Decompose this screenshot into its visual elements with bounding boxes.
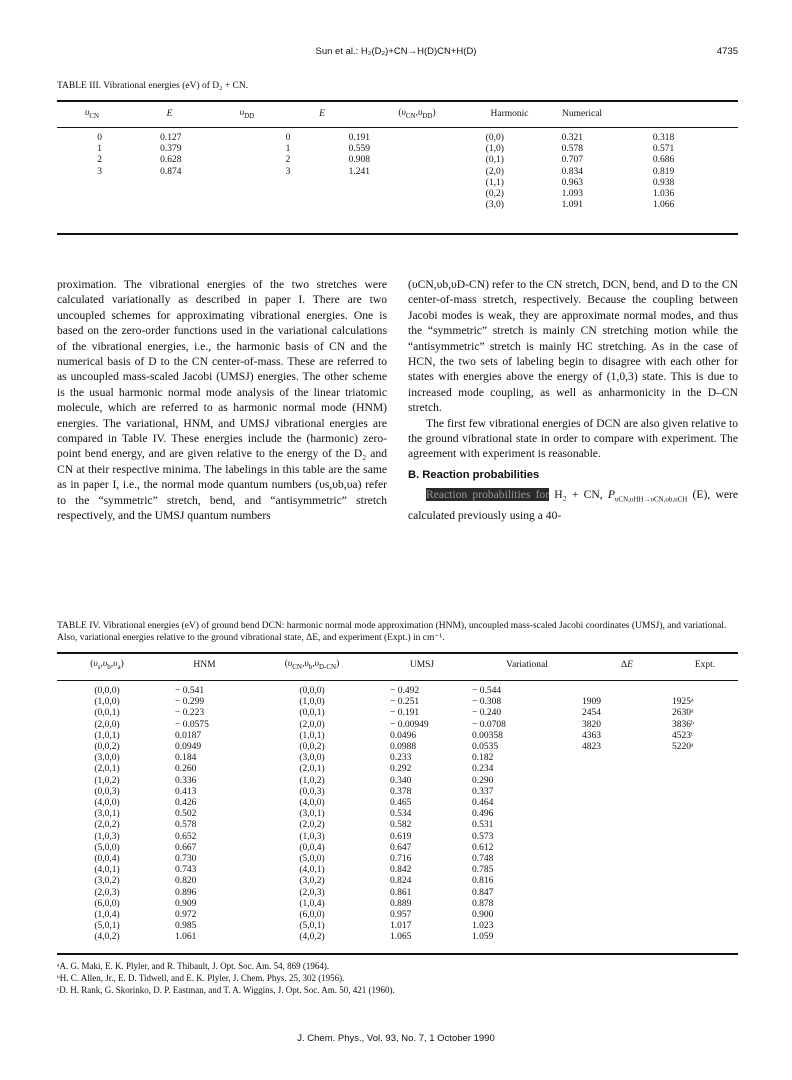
table4-row [57, 686, 738, 697]
table-cell [582, 865, 672, 876]
table-cell: (1,1) [485, 177, 504, 188]
table-cell: (6,0,0) [94, 898, 120, 909]
table-cell: (3,0,1) [94, 809, 120, 820]
table-cell [331, 189, 428, 200]
table-cell: 0.318 [652, 133, 675, 143]
body-text-span: H₂ + CN, [554, 488, 603, 502]
table4-col-header: Expt. [694, 660, 716, 671]
table-cell [582, 854, 672, 865]
table-cell [672, 832, 738, 843]
table-cell [582, 899, 672, 910]
table-cell [582, 888, 672, 899]
table-cell [582, 764, 672, 775]
table-cell: (1,0,1) [94, 730, 120, 741]
table3-row [57, 200, 738, 211]
table-cell: (2,0,0) [299, 719, 325, 730]
table4-row [57, 764, 738, 775]
table-cell: 3 [285, 166, 291, 177]
table-cell: (1,0,2) [299, 775, 325, 786]
body-text-span: (E), were calculated previously using a 40- [408, 488, 738, 522]
table-cell: (3,0) [485, 200, 504, 211]
table4-row [57, 899, 738, 910]
table3-row [57, 155, 738, 166]
table-cell: 1909 [582, 697, 601, 708]
table-cell: − 0.299 [175, 697, 205, 708]
table-cell: 0.578 [561, 144, 584, 155]
table-cell [672, 686, 738, 697]
table4-footnote: ᶜD. H. Rank, G. Skorinko, D. P. Eastman, and T. A. Wiggins, J. Opt. Soc. Am. 50, 421 (1960). [57, 985, 395, 995]
table4-row [57, 753, 738, 764]
table-cell [672, 809, 738, 820]
table-cell [582, 876, 672, 887]
table-cell: (5,0,0) [299, 854, 325, 865]
table-cell: 2 [97, 155, 102, 166]
table-cell: 0.496 [472, 809, 494, 820]
table-cell: 0.502 [175, 809, 197, 820]
table-cell [672, 820, 738, 831]
table-cell: (4,0,0) [94, 798, 120, 809]
table-cell: 1.059 [472, 932, 494, 943]
table-cell: − 0.223 [175, 708, 205, 719]
table-cell: 5220ᵃ [672, 742, 694, 753]
table-cell: 0.465 [390, 798, 412, 809]
highlighted-text: Reaction probabilities for [426, 488, 550, 502]
table-cell: 0.628 [160, 155, 182, 166]
table-cell: 0.0988 [390, 742, 417, 753]
table-cell: 3820 [582, 719, 601, 730]
body-right-column [408, 277, 738, 523]
table-cell: 0.578 [175, 820, 197, 831]
body-text-span: P [607, 488, 615, 502]
table-cell [245, 200, 330, 211]
table-cell: 0.874 [160, 166, 182, 177]
table3-top-rule [57, 100, 738, 102]
table4-row [57, 697, 738, 708]
table-cell: 0.972 [175, 910, 197, 921]
table-cell: 1.241 [348, 166, 370, 177]
table4-col-header: Variational [506, 660, 548, 671]
table-cell: (0,0) [485, 133, 504, 143]
table4-row [57, 820, 738, 831]
table-cell: 0.909 [175, 898, 197, 909]
table4-row [57, 921, 738, 932]
table-cell [672, 921, 738, 932]
table-cell [672, 776, 738, 787]
table-cell [142, 178, 245, 189]
page-number: 4735 [716, 46, 738, 57]
table4-row [57, 809, 738, 820]
table4-col-header: $(\upsilon_{CN},\upsilon_b,\upsilon_{D-CN})$ [284, 659, 340, 671]
table-cell [57, 189, 142, 200]
table4-row [57, 798, 738, 809]
table4-col-header: UMSJ [409, 660, 435, 671]
table-cell: 0.963 [561, 177, 584, 188]
table-cell: 0.559 [348, 144, 370, 155]
table-cell: 0.534 [390, 809, 412, 820]
table-cell: (2,0,3) [299, 887, 325, 898]
table-cell: 0.464 [472, 798, 494, 809]
table4-row [57, 854, 738, 865]
table-cell: 0.730 [175, 854, 197, 865]
table-cell [672, 888, 738, 899]
table4-col-header: $(\upsilon_s,\upsilon_b,\upsilon_a)$ [90, 659, 124, 671]
table3-row [57, 178, 738, 189]
table-cell: 0.889 [390, 898, 412, 909]
body-paragraph: proximation. The vibrational energies of the two stretches were calculated variationally as described in paper I. There are two uncoupled schemes for approximating vibrational energies. One is based on the zero-order functions used in the variational calculations of the vibrational energies, i.e., the harmonic basis of CN and the numerical basis of D to the CN center-of-mass. These are referred to as uncoupled mass-scaled Jacobi (UMSJ) energies. The other scheme is the usual harmonic normal mode analysis of the linear triatomic molecule, which are referred to as harmonic normal mode (HNM) energies. The variational, HNM, and UMSJ vibrational energies are compared in Table IV. These energies include the (harmonic) zero-point bend energy, and are given relative to the energy of the D₂ and CN at their respective minima. The labelings in this table are the same as in paper I, i.e., the normal mode quantum numbers (υs,υb,υa) refer to the “symmetric” stretch, bend, and “antisymmetric” stretch respectively, and the UMSJ quantum numbers [57, 278, 387, 523]
table3-caption: TABLE III. Vibrational energies (eV) of D₂ + CN. [57, 81, 249, 91]
table-cell: (1,0,4) [94, 910, 120, 921]
table-cell: 0.337 [472, 786, 494, 797]
table-cell [582, 809, 672, 820]
table-cell: 0.292 [390, 764, 412, 775]
table-cell: 0.847 [472, 887, 494, 898]
table-cell [672, 865, 738, 876]
body-paragraph: (υCN,υb,υD-CN) refer to the CN stretch, DCN, bend, and D to the CN center-of-mass stretch, respectively. Because the coupling between Jacobi modes is weak, they are approximate normal modes, and thus the “symmetric” stretch is mainly CN stretching motion while the “antisymmetric” stretch is mainly HC stretching. As in the case of HCN, the two sets of labeling begin to disagree with each other for states with energies above the energy of (1,0,3) state. This is due to increased mode coupling, as well as anharmonicity in the D–CN stretch. [408, 278, 738, 415]
table3-row [57, 189, 738, 200]
table4-row [57, 787, 738, 798]
table-cell: − 0.0708 [472, 719, 506, 730]
table-cell: 0.379 [160, 144, 182, 155]
table-cell: 0.785 [472, 865, 494, 876]
table-cell [582, 932, 672, 943]
table4-row [57, 865, 738, 876]
table-cell: 0.896 [175, 887, 197, 898]
table-cell [672, 876, 738, 887]
table-cell [142, 189, 245, 200]
table-cell: 0.234 [472, 764, 494, 775]
table-cell: − 0.240 [472, 708, 502, 719]
table-cell: 0.652 [175, 831, 197, 842]
table-cell: 1.023 [472, 921, 494, 932]
table-cell: 0.127 [160, 133, 182, 143]
table-cell: (3,0,2) [94, 876, 120, 887]
table-cell: − 0.191 [390, 708, 420, 719]
table-cell: 1.036 [652, 189, 675, 200]
table-cell: (4,0,2) [299, 932, 325, 943]
table-cell: 0.0949 [175, 742, 202, 753]
table-cell: (2,0,3) [94, 887, 120, 898]
table-cell: (0,0,4) [94, 854, 120, 865]
table-cell: 0.820 [175, 876, 197, 887]
table-cell [245, 178, 330, 189]
table3-col-header: E [166, 109, 173, 120]
table3-mid-rule [57, 127, 738, 128]
table-cell: 0.290 [472, 775, 494, 786]
table3-row [57, 133, 738, 144]
table4-row [57, 932, 738, 943]
table3-col-header: $\upsilon_{CN}$ [84, 108, 100, 120]
table-cell: (0,0,3) [94, 786, 120, 797]
table-cell: 0.908 [348, 155, 370, 166]
table-cell: 0.0535 [472, 742, 499, 753]
table-cell: 0.686 [652, 155, 675, 166]
table-cell: 0 [97, 133, 102, 143]
table4-body [57, 686, 738, 944]
table-cell: (0,0,0) [94, 686, 120, 696]
table-cell [672, 753, 738, 764]
table4-row [57, 888, 738, 899]
table-cell: 0.340 [390, 775, 412, 786]
table-cell: − 0.0575 [175, 719, 209, 730]
table-cell [57, 178, 142, 189]
table4-row [57, 742, 738, 753]
table-cell: (1,0,2) [94, 775, 120, 786]
body-text-subscript: υCN,υHH→υCN,υb,υCH [614, 495, 688, 504]
table-cell [582, 798, 672, 809]
table4-mid-rule [57, 680, 738, 681]
table-cell: 1.061 [175, 932, 197, 943]
table-cell: 0.842 [390, 865, 412, 876]
table4-top-rule [57, 652, 738, 654]
table-cell: − 0.00949 [390, 719, 429, 730]
table-cell: (1,0,3) [94, 831, 120, 842]
body-left-column [57, 277, 387, 524]
table-cell: (4,0,0) [299, 798, 325, 809]
table3-col-header: Numerical [561, 109, 603, 120]
table-cell: − 0.251 [390, 697, 420, 708]
table-cell: (0,0,1) [299, 708, 325, 719]
table-cell: (3,0,2) [299, 876, 325, 887]
table-cell: (4,0,1) [94, 865, 120, 876]
table-cell: 0.321 [561, 133, 584, 143]
table-cell [672, 854, 738, 865]
table-cell: (5,0,1) [94, 921, 120, 932]
table-cell: 0.938 [652, 177, 675, 188]
table-cell: − 0.308 [472, 697, 502, 708]
table-cell: 0.748 [472, 854, 494, 865]
table-cell [582, 753, 672, 764]
table4-row [57, 910, 738, 921]
table-cell: (3,0,0) [299, 753, 325, 764]
table4-bottom-rule [57, 953, 738, 955]
table-cell: 1.065 [390, 932, 412, 943]
table-cell: (0,1) [485, 155, 504, 166]
table4-footnote: ᵃA. G. Maki, E. K. Plyler, and R. Thibault, J. Opt. Soc. Am. 54, 869 (1964). [57, 961, 330, 971]
table-cell [582, 843, 672, 854]
table-cell: 0.834 [561, 166, 584, 177]
table-cell [672, 787, 738, 798]
table-cell: 2454 [582, 708, 601, 719]
table-cell: (1,0,4) [299, 898, 325, 909]
table-cell: 1925ᵃ [672, 697, 694, 708]
table-cell: (1,0,0) [94, 697, 120, 708]
table3-header [57, 108, 738, 122]
table-cell: 0.336 [175, 775, 197, 786]
table-cell: 1.017 [390, 921, 412, 932]
table-cell: 1.093 [561, 189, 584, 200]
table-cell: 0.861 [390, 887, 412, 898]
table-cell: (0,0,1) [94, 708, 120, 719]
table-cell: (0,0,2) [94, 742, 120, 753]
table-cell: 0.667 [175, 842, 197, 853]
body-paragraph: The first few vibrational energies of DCN are also given relative to the ground vibrational state in order to compare with experiment. The agreement with experiment is reasonable. [408, 416, 738, 461]
table-cell: 2 [285, 155, 291, 166]
table-cell: (0,0,3) [299, 786, 325, 797]
table-cell [672, 910, 738, 921]
table-cell [331, 178, 428, 189]
table-cell [142, 200, 245, 211]
table4-header [57, 659, 738, 673]
table-cell: 0.816 [472, 876, 494, 887]
table-cell: 4363 [582, 730, 601, 741]
table-cell: 0.0496 [390, 730, 417, 741]
table-cell: 3836ᵇ [672, 719, 694, 730]
table-cell: 0.378 [390, 786, 412, 797]
table-cell [582, 686, 672, 697]
table-cell [582, 776, 672, 787]
table-cell: (0,0,0) [299, 686, 325, 696]
table4-row [57, 776, 738, 787]
table-cell [582, 820, 672, 831]
table4-row [57, 832, 738, 843]
table-cell: 0.582 [390, 820, 412, 831]
table-cell: 0.716 [390, 854, 412, 865]
table-cell: 0.191 [348, 133, 370, 143]
table-cell: (3,0,1) [299, 809, 325, 820]
table-cell: 0.413 [175, 786, 197, 797]
table3-body [57, 133, 738, 211]
table-cell: (2,0,1) [94, 764, 120, 775]
table-cell: 0.184 [175, 753, 197, 764]
table-cell: 0.900 [472, 910, 494, 921]
table4-row [57, 731, 738, 742]
table-cell: (6,0,0) [299, 910, 325, 921]
section-heading: B. Reaction probabilities [408, 468, 540, 481]
table-cell: 0.571 [652, 144, 675, 155]
table-cell: 0.824 [390, 876, 412, 887]
table-cell: (3,0,0) [94, 753, 120, 764]
table-cell: 0.00358 [472, 730, 503, 741]
table-cell: 0.233 [390, 753, 412, 764]
table-cell [582, 787, 672, 798]
table-cell: 1 [97, 144, 102, 155]
table4-caption: TABLE IV. Vibrational energies (eV) of ground bend DCN: harmonic normal mode approximation (HNM), uncoupled mass-scaled Jacobi coordinates (UMSJ), and variational. Also, variational energies relative to the ground vibrational state, ΔE, and experiment (Expt.) in cm⁻¹. [57, 621, 727, 643]
table-cell: (1,0) [485, 144, 504, 155]
table-cell: 4523ᶜ [672, 730, 694, 741]
table-cell: (0,0,2) [299, 742, 325, 753]
table-cell [672, 932, 738, 943]
table-cell: 4823 [582, 742, 601, 753]
table-cell: (2,0,2) [94, 820, 120, 831]
table-cell: 0.612 [472, 842, 494, 853]
table3-col-header: E [319, 109, 325, 120]
table-cell: 0.182 [472, 753, 494, 764]
table-cell: (1,0,1) [299, 730, 325, 741]
table-cell: (5,0,1) [299, 921, 325, 932]
table-cell: 0.426 [175, 798, 197, 809]
table4-row [57, 876, 738, 887]
table-cell: 2630ᵃ [672, 708, 694, 719]
table-cell: 0.957 [390, 910, 412, 921]
table-cell: (0,0,4) [299, 842, 325, 853]
table4-row [57, 843, 738, 854]
table-cell [331, 200, 428, 211]
table4-row [57, 708, 738, 719]
table-cell [672, 843, 738, 854]
table3-col-header: $(\upsilon_{CN},\upsilon_{DD})$ [398, 108, 436, 120]
table-cell: 3 [97, 166, 102, 177]
table-cell [582, 832, 672, 843]
table-cell: (1,0,0) [299, 697, 325, 708]
table-cell: (2,0,1) [299, 764, 325, 775]
table-cell: (5,0,0) [94, 842, 120, 853]
table-cell: (2,0,0) [94, 719, 120, 730]
table-cell: 0.878 [472, 898, 494, 909]
table-cell: (2,0,2) [299, 820, 325, 831]
table-cell: 0.707 [561, 155, 584, 166]
table-cell [672, 899, 738, 910]
table-cell [57, 200, 142, 211]
table3-col-header: Harmonic [490, 109, 529, 120]
table-cell: 0.0187 [175, 730, 202, 741]
table-cell: 0.743 [175, 865, 197, 876]
table-cell: 0.531 [472, 820, 494, 831]
table3-row [57, 144, 738, 155]
journal-footer: J. Chem. Phys., Vol. 93, No. 7, 1 October 1990 [297, 1033, 495, 1044]
table3-bottom-rule [57, 233, 738, 235]
table-cell: 1.091 [561, 200, 584, 211]
table-cell: − 0.544 [472, 686, 502, 696]
table-cell: (0,2) [485, 189, 504, 200]
table-cell: 0.619 [390, 831, 412, 842]
table4-footnote: ᵇH. C. Allen, Jr., E. D. Tidwell, and E. K. Plyler, J. Chem. Phys. 25, 302 (1956). [57, 973, 345, 983]
table-cell: (4,0,1) [299, 865, 325, 876]
table-cell: − 0.541 [175, 686, 205, 696]
table-cell: 0.260 [175, 764, 197, 775]
table3-row [57, 167, 738, 178]
table-cell: 1 [285, 144, 291, 155]
body-paragraph [408, 487, 738, 523]
table-cell: (2,0) [485, 166, 504, 177]
table-cell [672, 764, 738, 775]
table-cell: 0 [285, 133, 291, 143]
table-cell: 0.573 [472, 831, 494, 842]
table3-col-header: $\upsilon_{DD}$ [239, 108, 255, 120]
running-title: Sun et al.: H₂(D₂)+CN→H(D)CN+H(D) [315, 46, 477, 57]
table4-row [57, 720, 738, 731]
table-cell [582, 910, 672, 921]
table4-col-header: ΔE [621, 660, 633, 671]
table-cell: − 0.492 [390, 686, 420, 696]
table-cell: 1.066 [652, 200, 675, 211]
table-cell: 0.985 [175, 921, 197, 932]
table-cell: 0.819 [652, 166, 675, 177]
table-cell [582, 921, 672, 932]
table-cell: (1,0,3) [299, 831, 325, 842]
table-cell [245, 189, 330, 200]
table-cell: 0.647 [390, 842, 412, 853]
table-cell: (4,0,2) [94, 932, 120, 943]
table4-col-header: HNM [193, 660, 216, 671]
table-cell [672, 798, 738, 809]
